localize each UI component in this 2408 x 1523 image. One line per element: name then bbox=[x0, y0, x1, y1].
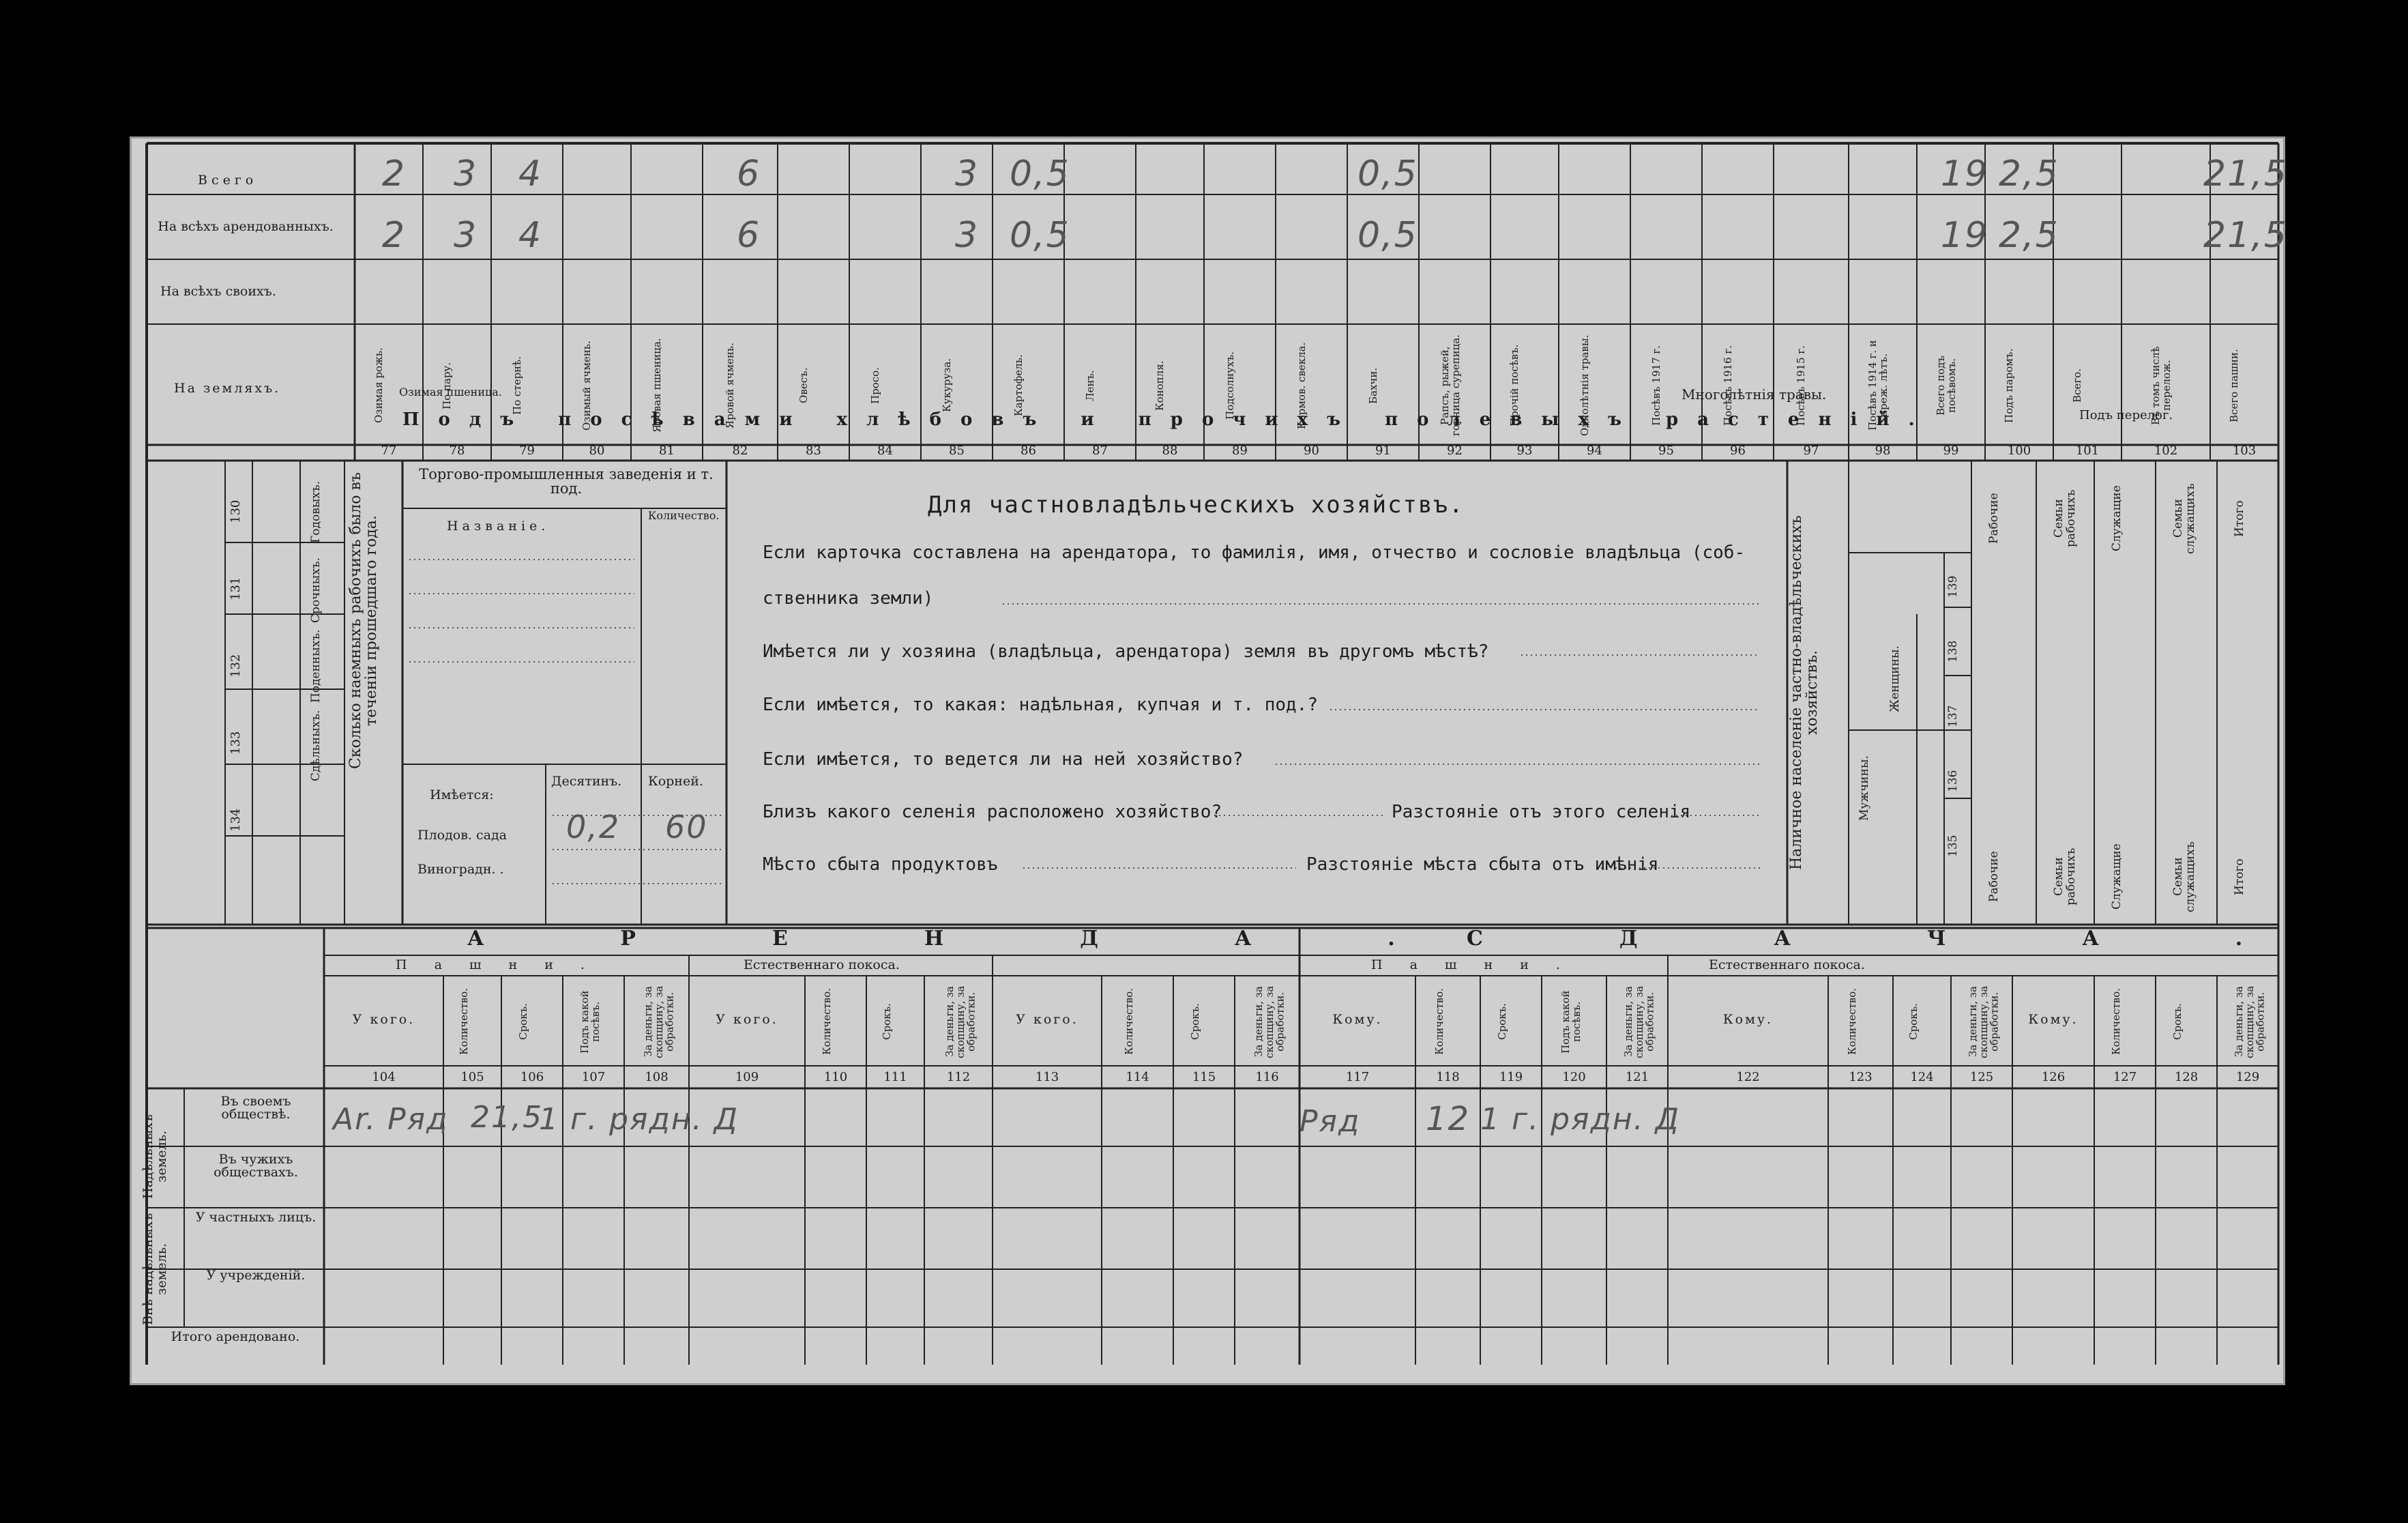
lease-col-label: Кому. bbox=[2028, 1012, 2079, 1027]
column-number: 100 bbox=[2007, 444, 2031, 458]
lease-col-label: У кого. bbox=[716, 1012, 778, 1027]
lease-column-number: 128 bbox=[2174, 1070, 2199, 1084]
worker-type-label: Годовыхъ. bbox=[309, 480, 323, 543]
lease-col-label: Срокъ. bbox=[880, 1003, 893, 1041]
rented-value: 0,5 bbox=[1010, 215, 1070, 256]
crop-header: Подъ паромъ. bbox=[2003, 348, 2015, 423]
crop-header: Однолѣтнiя травы. bbox=[1578, 334, 1591, 437]
row-lands-label: На земляхъ. bbox=[174, 381, 281, 396]
lease-column-number: 124 bbox=[1910, 1070, 1934, 1084]
fallow-label: Подъ перелог. bbox=[2079, 408, 2173, 422]
crop-header: Конопля. bbox=[1154, 360, 1166, 411]
worker-column-number: 132 bbox=[229, 654, 243, 678]
question-5: Близъ какого селенiя расположено хозяйство? bbox=[763, 802, 1222, 822]
crop-header: Кукуруза. bbox=[940, 358, 953, 413]
lease-column-number: 118 bbox=[1436, 1070, 1460, 1084]
population-col-label-lower: Итого bbox=[2233, 858, 2246, 895]
lease-col-label: За деньги, за скопщину, за обработки. bbox=[943, 985, 978, 1058]
total-value: 2 bbox=[382, 154, 407, 194]
lease-col-label: За деньги, за скопщину, за обработки. bbox=[641, 985, 675, 1058]
lease-col-label: Кому. bbox=[1332, 1012, 1383, 1027]
lease-col-label: Кому. bbox=[1722, 1012, 1774, 1027]
population-col-label-lower: Рабочие bbox=[1987, 851, 2001, 903]
rented-value: 0,5 bbox=[1357, 215, 1418, 256]
rented-value: 2,5 bbox=[1999, 215, 2059, 256]
row-rented-label: На всѣхъ арендованныхъ. bbox=[158, 219, 334, 234]
row-own-label: На всѣхъ своихъ. bbox=[160, 284, 276, 299]
winter-wheat-label: Озимая пшеница. bbox=[399, 386, 502, 398]
population-column-number: 135 bbox=[1946, 835, 1960, 858]
column-number: 103 bbox=[2232, 444, 2257, 458]
column-number: 102 bbox=[2154, 444, 2178, 458]
lease-column-number: 112 bbox=[946, 1070, 971, 1084]
crop-header: Картофель. bbox=[1012, 354, 1025, 417]
lease-col-label: Количество. bbox=[1122, 988, 1135, 1056]
column-number: 87 bbox=[1092, 444, 1108, 458]
population-side-label: Наличное населенiе частно-владѣльческихъ хозяйствъ. bbox=[1788, 515, 1821, 870]
column-number: 88 bbox=[1162, 444, 1178, 458]
worker-column-number: 130 bbox=[229, 499, 243, 524]
lease-column-number: 106 bbox=[520, 1070, 544, 1084]
roots-col: Корней. bbox=[648, 774, 703, 789]
hw-sdacha-qty: 12 bbox=[1426, 1100, 1471, 1138]
lease-column-number: 111 bbox=[883, 1070, 907, 1084]
crop-header: Бахчи. bbox=[1366, 367, 1379, 404]
row-total-label: Всего bbox=[198, 173, 258, 188]
worker-column-number: 131 bbox=[229, 577, 243, 601]
sdacha-header: СДАЧА. bbox=[1467, 927, 2379, 951]
sdacha-pokos: Естественнаго покоса. bbox=[1709, 957, 1865, 972]
arenda-header: АРЕНДА. bbox=[467, 927, 1531, 951]
lease-col-label: За деньги, за скопщину, за обработки. bbox=[2233, 985, 2267, 1058]
workers-side-label: Сколько наемныхъ рабочихъ было въ теченiи прошедшаго года. bbox=[347, 472, 381, 770]
worker-column-number: 133 bbox=[229, 731, 243, 755]
lease-column-number: 104 bbox=[372, 1070, 396, 1084]
has-label: Имѣется: bbox=[430, 787, 494, 802]
lease-column-number: 125 bbox=[1969, 1070, 1994, 1084]
column-number: 99 bbox=[1943, 444, 1959, 458]
question-6: Мѣсто сбыта продуктовъ bbox=[763, 854, 998, 875]
population-col-label: Семьи служащихъ bbox=[2171, 483, 2197, 554]
men-label: Мужчины. bbox=[1858, 755, 1871, 821]
lease-column-number: 107 bbox=[581, 1070, 606, 1084]
lease-row-label: Итого арендовано. bbox=[171, 1329, 300, 1344]
garden-roots-value: 60 bbox=[665, 809, 708, 845]
lease-row-label: Въ своемъ обществѣ. bbox=[220, 1094, 291, 1122]
column-number: 79 bbox=[519, 444, 535, 458]
crop-header: Прочiй посѣвъ. bbox=[1508, 344, 1521, 427]
lease-column-number: 127 bbox=[2113, 1070, 2137, 1084]
column-number: 90 bbox=[1304, 444, 1319, 458]
hw-sdacha-to: Ряд bbox=[1300, 1104, 1361, 1139]
population-col-label-lower: Служащие bbox=[2110, 843, 2124, 910]
crop-header: Посѣвъ 1914 г. и преж. лѣтъ. bbox=[1866, 340, 1890, 431]
crop-header: Рапсъ, рыжей, горчица сурепица. bbox=[1438, 334, 1462, 437]
lease-col-label: Срокъ. bbox=[2171, 1003, 2184, 1041]
total-value: 2,5 bbox=[1999, 154, 2059, 194]
lease-column-number: 119 bbox=[1499, 1070, 1523, 1084]
question-2: Имѣется ли у хозяина (владѣльца, арендатора) земля въ другомъ мѣстѣ? bbox=[763, 641, 1489, 662]
lease-col-label: Срокъ. bbox=[1189, 1003, 1201, 1041]
crop-header: Посѣвъ 1916 г. bbox=[1721, 345, 1734, 426]
column-number: 84 bbox=[877, 444, 893, 458]
lease-column-number: 121 bbox=[1625, 1070, 1649, 1084]
trade-qty-col: Количество. bbox=[648, 509, 720, 522]
total-value: 3 bbox=[955, 154, 980, 194]
question-5b: Разстоянiе отъ этого селенiя bbox=[1392, 802, 1691, 822]
lease-col-label: Срокъ. bbox=[1907, 1003, 1920, 1041]
total-value: 21,5 bbox=[2203, 154, 2288, 194]
column-number: 82 bbox=[732, 444, 748, 458]
population-col-label: Рабочие bbox=[1987, 493, 2001, 545]
question-6b: Разстоянiе мѣста сбыта отъ имѣнiя bbox=[1306, 854, 1659, 875]
total-value: 3 bbox=[454, 154, 478, 194]
hw-arenda-term: 1 г. рядн. Д bbox=[539, 1102, 739, 1137]
lease-column-number: 114 bbox=[1126, 1070, 1149, 1084]
column-number: 85 bbox=[949, 444, 965, 458]
arenda-pashni: Пашни. bbox=[396, 957, 612, 972]
column-number: 81 bbox=[659, 444, 675, 458]
crop-header: Въ томъ числѣ перелож. bbox=[2149, 346, 2173, 425]
women-label: Женщины. bbox=[1888, 646, 1902, 712]
trade-name-col: Названiе. bbox=[447, 519, 550, 534]
trade-header: Торгово-промышленныя заведенiя и т. под. bbox=[419, 466, 714, 497]
lease-column-number: 126 bbox=[2041, 1070, 2066, 1084]
hw-arenda-qty: 21,5 bbox=[471, 1100, 543, 1135]
column-number: 97 bbox=[1803, 444, 1819, 458]
population-column-number: 136 bbox=[1946, 770, 1960, 793]
crop-header: По пару. bbox=[441, 362, 453, 409]
lease-col-label: У кого. bbox=[352, 1012, 415, 1027]
crop-header: Просо. bbox=[868, 367, 881, 404]
worker-type-label: Срочныхъ. bbox=[309, 557, 323, 624]
sdacha-pashni: Пашни. bbox=[1371, 957, 1587, 972]
crop-header: По стернѣ. bbox=[510, 356, 523, 415]
column-number: 86 bbox=[1021, 444, 1036, 458]
rented-value: 4 bbox=[518, 215, 543, 256]
hw-arenda-from: Аr. Ряд bbox=[333, 1102, 449, 1137]
column-number: 91 bbox=[1375, 444, 1391, 458]
population-column-number: 139 bbox=[1946, 575, 1960, 598]
column-number: 89 bbox=[1232, 444, 1248, 458]
lease-column-number: 110 bbox=[823, 1070, 848, 1084]
population-col-label: Семьи рабочихъ bbox=[2052, 489, 2078, 548]
desyat-col: Десятинъ. bbox=[551, 774, 622, 789]
lease-col-label: Количество. bbox=[1433, 988, 1445, 1056]
column-number: 92 bbox=[1447, 444, 1463, 458]
crop-header: Подсолнухъ. bbox=[1223, 351, 1236, 420]
rented-value: 21,5 bbox=[2203, 215, 2288, 256]
hw-sdacha-term: 1 г. рядн. Д bbox=[1480, 1102, 1681, 1137]
lease-column-number: 123 bbox=[1849, 1070, 1873, 1084]
population-col-label: Служащие bbox=[2110, 485, 2124, 552]
crop-header: Всего подъ посѣвомъ. bbox=[1935, 356, 1958, 416]
column-number: 98 bbox=[1875, 444, 1891, 458]
column-number: 77 bbox=[381, 444, 397, 458]
lease-col-label: Подъ какой посѣвъ. bbox=[1559, 990, 1583, 1054]
column-number: 78 bbox=[449, 444, 465, 458]
lease-row-label: У частныхъ лицъ. bbox=[195, 1210, 317, 1225]
arenda-pokos: Естественнаго покоса. bbox=[744, 957, 900, 972]
crop-header: Всего. bbox=[2071, 368, 2083, 403]
vineyard-label: Виноградн. . bbox=[417, 862, 504, 877]
rented-value: 2 bbox=[382, 215, 407, 256]
column-number: 95 bbox=[1658, 444, 1674, 458]
population-col-label-lower: Семьи служащихъ bbox=[2171, 841, 2197, 912]
lease-column-number: 105 bbox=[460, 1070, 484, 1084]
garden-desyat-value: 0,2 bbox=[566, 809, 621, 845]
lease-col-label: За деньги, за скопщину, за обработки. bbox=[1622, 985, 1656, 1058]
crop-header: Посѣвъ 1915 г. bbox=[1795, 345, 1807, 426]
lease-col-label: У кого. bbox=[1016, 1012, 1078, 1027]
lease-col-label: Количество. bbox=[1845, 988, 1858, 1056]
crop-header: Озимая рожь. bbox=[372, 347, 385, 424]
banner-text: Подъ посѣвами хлѣбовъ и прочихъ полевыхъ растенiй. bbox=[402, 409, 1934, 430]
column-number: 94 bbox=[1587, 444, 1602, 458]
worker-column-number: 134 bbox=[229, 808, 243, 832]
crop-header: Посѣвъ 1917 г. bbox=[1649, 345, 1662, 426]
column-number: 83 bbox=[806, 444, 821, 458]
perennial-label: Многолѣтнiя травы. bbox=[1682, 386, 1827, 403]
rented-value: 3 bbox=[955, 215, 980, 256]
lease-col-label: За деньги, за скопщину, за обработки. bbox=[1967, 985, 2001, 1058]
lease-col-label: Срокъ. bbox=[517, 1003, 529, 1041]
lease-row-label: У учрежденiй. bbox=[206, 1268, 306, 1283]
lease-col-label: Срокъ. bbox=[1496, 1003, 1508, 1041]
lease-column-number: 108 bbox=[645, 1070, 669, 1084]
crop-header: Овесъ. bbox=[797, 367, 810, 404]
total-value: 0,5 bbox=[1357, 154, 1418, 194]
lease-col-label: Количество. bbox=[457, 988, 470, 1056]
crop-header: Яровой ячмень. bbox=[724, 343, 736, 429]
column-number: 96 bbox=[1730, 444, 1746, 458]
rented-value: 3 bbox=[454, 215, 478, 256]
question-4: Если имѣется, то ведется ли на ней хозяйство? bbox=[763, 749, 1244, 770]
private-title: Для частновладѣльческихъ хозяйствъ. bbox=[928, 491, 1465, 519]
lease-column-number: 117 bbox=[1345, 1070, 1370, 1084]
population-column-number: 137 bbox=[1946, 705, 1960, 728]
column-number: 93 bbox=[1516, 444, 1533, 458]
total-value: 4 bbox=[518, 154, 543, 194]
rented-value: 19 bbox=[1941, 215, 1989, 256]
population-col-label: Итого bbox=[2233, 500, 2246, 537]
worker-type-label: Сдѣльныхъ. bbox=[309, 710, 323, 781]
garden-label: Плодов. сада bbox=[417, 828, 507, 843]
crop-header: Ленъ. bbox=[1083, 370, 1096, 401]
question-1: Если карточка составлена на арендатора, то фамилiя, имя, отчество и сословiе владѣльца (соб- bbox=[763, 542, 1746, 563]
lease-col-label: Подъ какой посѣвъ. bbox=[578, 990, 602, 1054]
population-column-number: 138 bbox=[1946, 640, 1960, 663]
crop-header: Всего пашни. bbox=[2228, 349, 2240, 422]
lease-column-number: 129 bbox=[2235, 1070, 2260, 1084]
lease-column-number: 120 bbox=[1562, 1070, 1586, 1084]
total-value: 0,5 bbox=[1010, 154, 1070, 194]
population-col-label-lower: Семьи рабочихъ bbox=[2052, 847, 2078, 906]
lease-col-label: Количество. bbox=[821, 988, 833, 1056]
lease-column-number: 109 bbox=[735, 1070, 759, 1084]
lease-col-label: За деньги, за скопщину, за обработки. bbox=[1252, 985, 1286, 1058]
lease-side-2: Внѣ надѣльныхъ земель. bbox=[141, 1213, 169, 1326]
lease-column-number: 115 bbox=[1192, 1070, 1216, 1084]
question-1b: ственника земли) bbox=[763, 588, 934, 609]
column-number: 101 bbox=[2075, 444, 2100, 458]
total-value: 6 bbox=[737, 154, 761, 194]
question-3: Если имѣется, то какая: надѣльная, купчая и т. под.? bbox=[763, 695, 1318, 715]
lease-row-label: Въ чужихъ обществахъ. bbox=[214, 1152, 298, 1180]
total-value: 19 bbox=[1941, 154, 1989, 194]
lease-column-number: 122 bbox=[1736, 1070, 1760, 1084]
lease-column-number: 113 bbox=[1035, 1070, 1059, 1084]
lease-col-label: Количество. bbox=[2110, 988, 2122, 1056]
crop-header: Озимый ячмень. bbox=[581, 340, 593, 431]
crop-header: Кормов. свекла. bbox=[1295, 342, 1308, 429]
rented-value: 6 bbox=[737, 215, 761, 256]
lease-side-1: Надѣльныхъ земель. bbox=[141, 1114, 169, 1200]
crop-header: Яровая пшеница. bbox=[650, 338, 663, 433]
lease-column-number: 116 bbox=[1255, 1070, 1279, 1084]
worker-type-label: Поденныхъ. bbox=[309, 629, 323, 703]
column-number: 80 bbox=[589, 444, 605, 458]
